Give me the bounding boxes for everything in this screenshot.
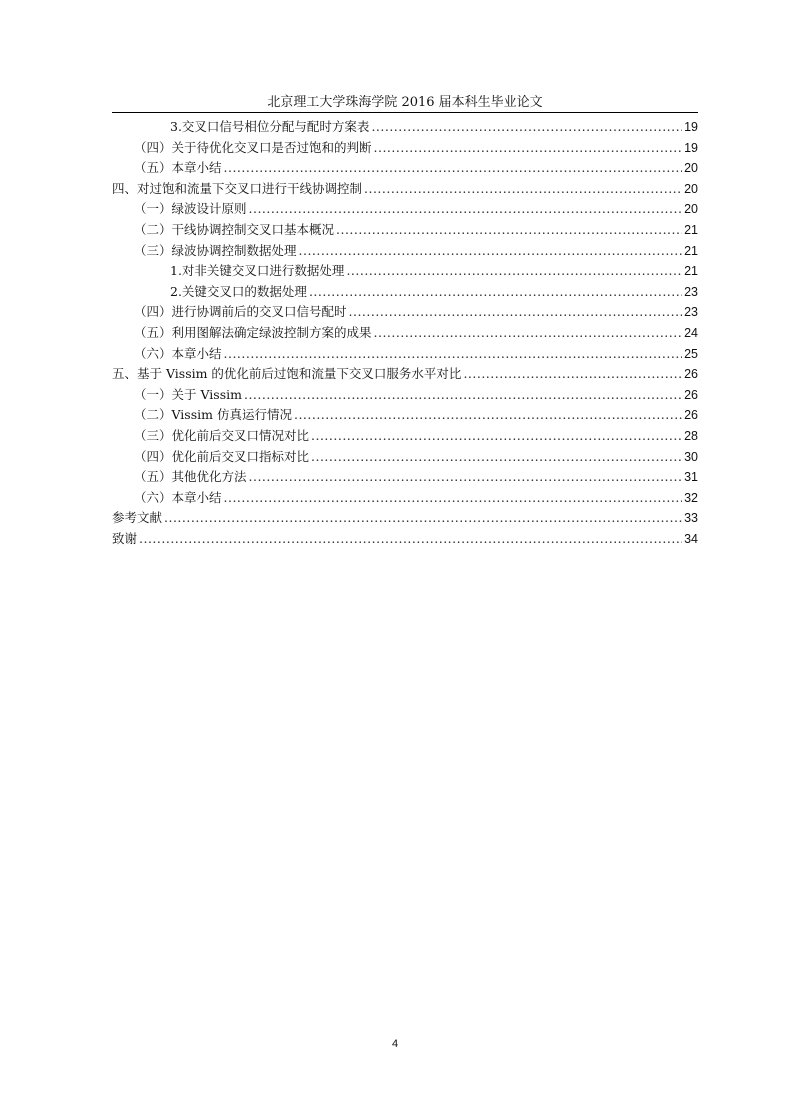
toc-dot-leader [299, 241, 683, 262]
toc-dot-leader [311, 447, 682, 468]
toc-entry-page: 26 [684, 408, 698, 423]
toc-dot-leader [371, 117, 682, 138]
toc-dot-leader [374, 323, 683, 344]
toc-entry-page: 25 [684, 346, 698, 361]
toc-entry-title: 四、对过饱和流量下交叉口进行干线协调控制 [112, 180, 363, 196]
toc-entry-title: （五）其他优化方法 [134, 469, 247, 485]
toc-entry[interactable] [112, 199, 698, 220]
toc-entry-title: （一）绿波设计原则 [134, 201, 247, 217]
toc-entry-title: （五）本章小结 [134, 160, 222, 176]
toc-entry-title: 五、基于 Vissim 的优化前后过饱和流量下交叉口服务水平对比 [112, 366, 462, 382]
toc-dot-leader [349, 302, 683, 323]
toc-entry[interactable] [112, 117, 698, 138]
toc-entry-page: 19 [684, 120, 698, 134]
toc-entry-page: 24 [684, 325, 698, 340]
toc-dot-leader [249, 467, 683, 488]
toc-entry-page: 23 [684, 284, 698, 299]
toc-dot-leader [224, 488, 683, 509]
toc-entry[interactable] [112, 302, 698, 323]
toc-entry-title: （二）Vissim 仿真运行情况 [134, 407, 292, 423]
toc-entry-page: 20 [684, 181, 698, 196]
toc-entry-title: （三）优化前后交叉口情况对比 [134, 427, 310, 443]
toc-entry[interactable] [112, 405, 698, 426]
toc-dot-leader [224, 344, 683, 365]
toc-entry-title: （四）进行协调前后的交叉口信号配时 [134, 304, 347, 320]
toc-entry-page: 23 [684, 305, 698, 320]
toc-entry[interactable] [112, 261, 698, 282]
toc-entry-page: 20 [684, 202, 698, 217]
toc-entry-page: 19 [684, 140, 698, 155]
toc-entry-page: 32 [684, 490, 698, 505]
toc-dot-leader [139, 529, 682, 550]
toc-entry[interactable] [112, 447, 698, 468]
toc-dot-leader [336, 220, 682, 241]
toc-dot-leader [164, 508, 682, 529]
toc-dot-leader [311, 426, 682, 447]
toc-dot-leader [244, 385, 682, 406]
toc-entry-page: 34 [684, 531, 698, 546]
toc-entry[interactable] [112, 385, 698, 406]
toc-entry-title: （二）干线协调控制交叉口基本概况 [134, 221, 335, 237]
toc-entry-title: （四）优化前后交叉口指标对比 [134, 448, 310, 464]
toc-entry-page: 31 [684, 470, 698, 485]
toc-entry-page: 33 [684, 511, 698, 526]
toc-dot-leader [249, 199, 683, 220]
toc-entry-page: 21 [684, 264, 698, 279]
toc-dot-leader [463, 364, 682, 385]
toc-dot-leader [224, 158, 683, 179]
toc-entry[interactable] [112, 364, 698, 385]
toc-entry[interactable] [112, 467, 698, 488]
toc-entry-title: （六）本章小结 [134, 345, 222, 361]
toc-entry[interactable] [112, 138, 698, 159]
toc-entry[interactable] [112, 344, 698, 365]
toc-entry[interactable] [112, 529, 698, 550]
toc-entry[interactable] [112, 179, 698, 200]
table-of-contents [112, 117, 698, 549]
toc-entry[interactable] [112, 323, 698, 344]
toc-dot-leader [309, 282, 682, 303]
toc-entry-page: 21 [684, 243, 698, 258]
toc-entry-page: 26 [684, 387, 698, 402]
toc-entry[interactable] [112, 508, 698, 529]
toc-entry-title: （三）绿波协调控制数据处理 [134, 242, 297, 258]
toc-entry-title: 致谢 [112, 530, 138, 546]
toc-entry-title: （四）关于待优化交叉口是否过饱和的判断 [134, 139, 372, 155]
page-header: 北京理工大学珠海学院 2016 届本科生毕业论文 [112, 94, 698, 113]
toc-entry[interactable] [112, 426, 698, 447]
toc-entry-page: 20 [684, 161, 698, 176]
toc-entry-page: 21 [684, 222, 698, 237]
toc-dot-leader [364, 179, 682, 200]
toc-entry-title: 3.交叉口信号相位分配与配时方案表 [170, 119, 370, 134]
toc-entry-title: 1.对非关键交叉口进行数据处理 [170, 263, 345, 279]
toc-entry-title: 参考文献 [112, 510, 163, 526]
toc-entry[interactable] [112, 220, 698, 241]
toc-dot-leader [374, 138, 683, 159]
toc-entry[interactable] [112, 241, 698, 262]
page-number: 4 [391, 1038, 399, 1050]
toc-entry-title: 2.关键交叉口的数据处理 [170, 283, 307, 299]
toc-entry-page: 26 [684, 367, 698, 382]
toc-entry-page: 28 [684, 428, 698, 443]
toc-dot-leader [346, 261, 682, 282]
toc-entry[interactable] [112, 282, 698, 303]
toc-entry-page: 30 [684, 449, 698, 464]
toc-dot-leader [294, 405, 682, 426]
toc-entry-title: （一）关于 Vissim [134, 386, 242, 402]
toc-entry-title: （五）利用图解法确定绿波控制方案的成果 [134, 324, 372, 340]
toc-entry[interactable] [112, 488, 698, 509]
toc-entry-title: （六）本章小结 [134, 489, 222, 505]
toc-entry[interactable] [112, 158, 698, 179]
